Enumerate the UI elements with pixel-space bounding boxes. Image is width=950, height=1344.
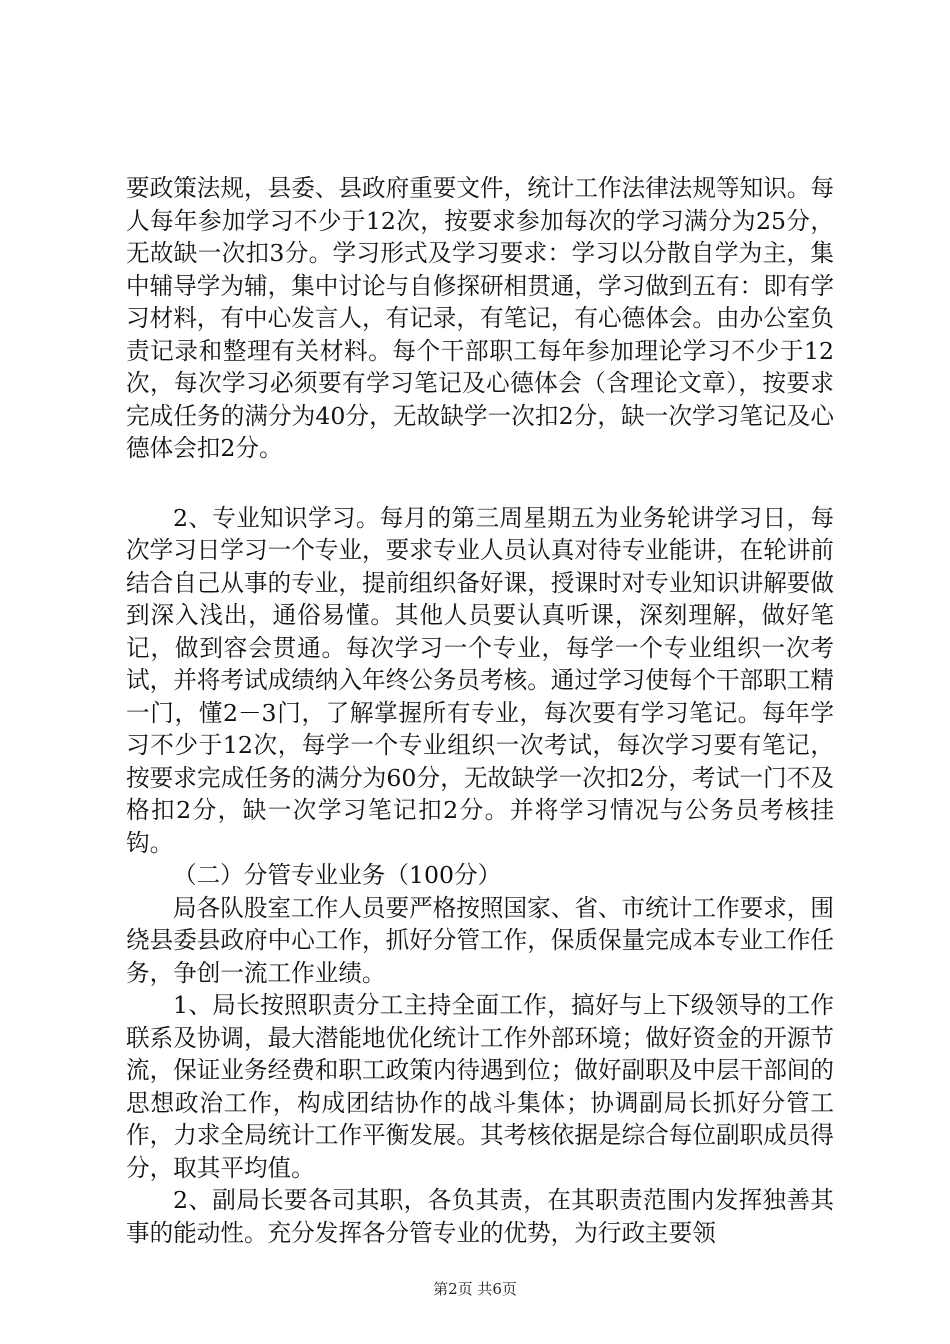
page-number-footer: 第2页 共6页: [433, 1280, 517, 1298]
paragraph-director-duties: 1、局长按照职责分工主持全面工作，搞好与上下级领导的工作联系及协调，最大潜能地优化统计工作外部环境；做好资金的开源节流，保证业务经费和职工政策内待遇到位；做好副职及中层干部间的思想政治工作，构成团结协作的战斗集体；协调副局长抓好分管工作，力求全局统计工作平衡发展。其考核依据是综合每位副职成员得分，取其平均值。: [126, 991, 834, 1182]
paragraph-professional-knowledge: 2、专业知识学习。每月的第三周星期五为业务轮讲学习日，每次学习日学习一个专业，要求专业人员认真对待专业能讲，在轮讲前结合自己从事的专业，提前组织备好课，授课时对专业知识讲解要做到深入浅出，通俗易懂。其他人员要认真听课，深刻理解，做好笔记，做到容会贯通。每次学习一个专业，每学一个专业组织一次考试，并将考试成绩纳入年终公务员考核。通过学习使每个干部职工精一门，懂2－3门，了解掌握所有专业，每次要有学习笔记。每年学习不少于12次，每学一个专业组织一次考试，每次学习要有笔记，按要求完成任务的满分为60分，无故缺学一次扣2分，考试一门不及格扣2分，缺一次学习笔记扣2分。并将学习情况与公务员考核挂钩。: [126, 503, 834, 857]
paragraph-business-intro: 局各队股室工作人员要严格按照国家、省、市统计工作要求，围绕县委县政府中心工作，抓好分管工作，保质保量完成本专业工作任务，争创一流工作业绩。: [126, 893, 834, 987]
document-body: [126, 172, 834, 1249]
section-heading-business: （二）分管专业业务（100分）: [173, 861, 502, 889]
paragraph-learning-requirements: 要政策法规，县委、县政府重要文件，统计工作法律法规等知识。每人每年参加学习不少于12次，按要求参加每次的学习满分为25分，无故缺一次扣3分。学习形式及学习要求：学习以分散自学为主，集中辅导学为辅，集中讨论与自修探研相贯通，学习做到五有：即有学习材料，有中心发言人，有记录，有笔记，有心德体会。由办公室负责记录和整理有关材料。每个干部职工每年参加理论学习不少于12次，每次学习必须要有学习笔记及心德体会（含理论文章），按要求完成任务的满分为40分，无故缺学一次扣2分，缺一次学习笔记及心德体会扣2分。: [126, 174, 834, 462]
paragraph-deputy-duties: 2、副局长要各司其职，各负其责，在其职责范围内发挥独善其事的能动性。充分发挥各分管专业的优势，为行政主要领: [126, 1186, 834, 1247]
